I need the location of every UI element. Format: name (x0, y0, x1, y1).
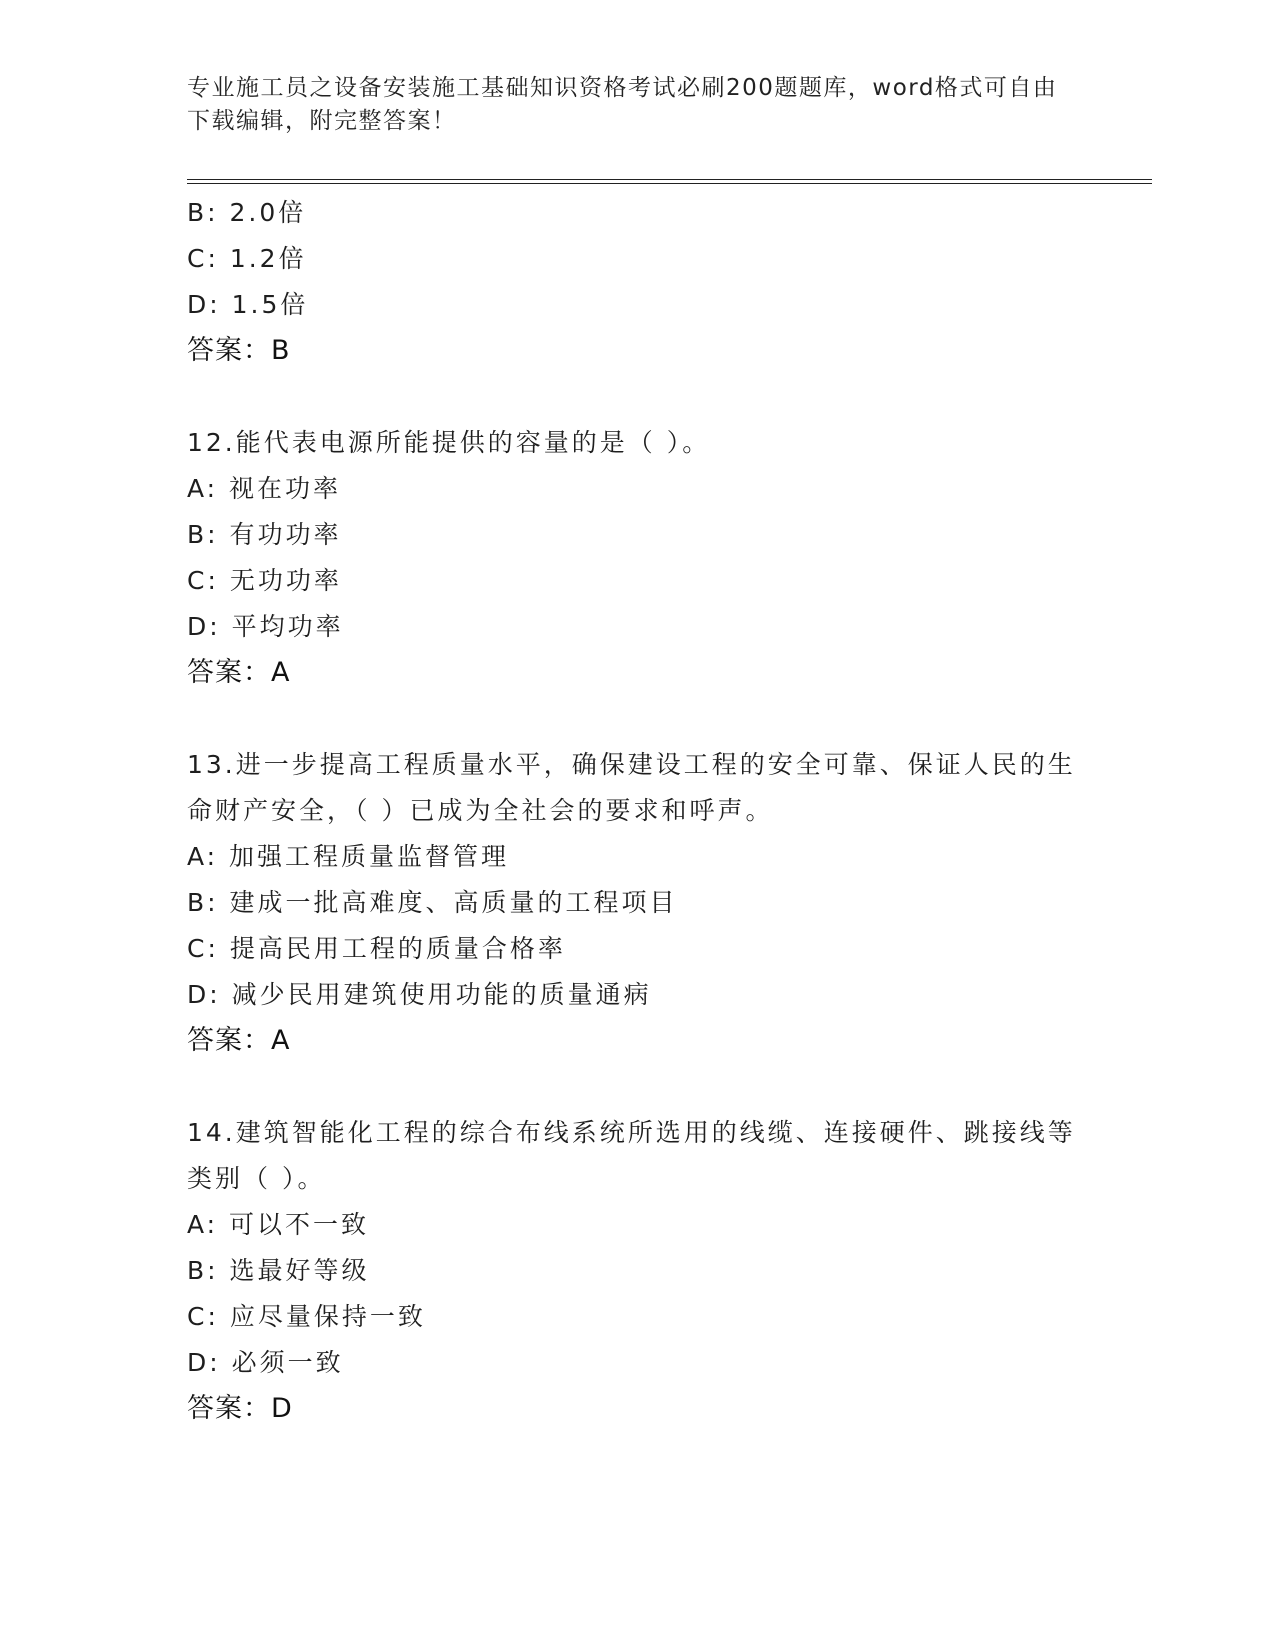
question-stem: 13.进一步提高工程质量水平，确保建设工程的安全可靠、保证人民的生命财产安全，（ ）已成为全社会的要求和呼声。 (187, 750, 1076, 825)
spacer (187, 374, 1087, 420)
option-d: D: 平均功率 (187, 612, 344, 641)
spacer (187, 1064, 1087, 1110)
option-c: C: 应尽量保持一致 (187, 1302, 426, 1331)
answer-line: 答案：D (187, 1393, 293, 1424)
answer-line: 答案：A (187, 657, 291, 688)
option-d: D: 减少民用建筑使用功能的质量通病 (187, 980, 652, 1009)
option-a: A: 可以不一致 (187, 1210, 370, 1239)
option-c: C: 1.2倍 (187, 244, 307, 273)
option-b: B: 2.0倍 (187, 198, 307, 227)
option-a: A: 视在功率 (187, 474, 342, 503)
question-stem: 14.建筑智能化工程的综合布线系统所选用的线缆、连接硬件、跳接线等类别（ ）。 (187, 1118, 1076, 1193)
question-stem: 12.能代表电源所能提供的容量的是（ ）。 (187, 428, 711, 457)
spacer (187, 696, 1087, 742)
option-a: A: 加强工程质量监督管理 (187, 842, 510, 871)
option-c: C: 提高民用工程的质量合格率 (187, 934, 566, 963)
option-c: C: 无功功率 (187, 566, 342, 595)
answer-line: 答案：B (187, 335, 291, 366)
option-b: B: 有功功率 (187, 520, 342, 549)
question-list (187, 190, 1087, 1432)
option-b: B: 建成一批高难度、高质量的工程项目 (187, 888, 678, 917)
document-header: 专业施工员之设备安装施工基础知识资格考试必刷200题题库，word格式可自由下载编辑，附完整答案！ (187, 75, 1058, 134)
answer-line: 答案：A (187, 1025, 291, 1056)
option-d: D: 必须一致 (187, 1348, 344, 1377)
header-divider-top (187, 179, 1152, 180)
option-b: B: 选最好等级 (187, 1256, 370, 1285)
header-divider-bottom (187, 183, 1152, 184)
option-d: D: 1.5倍 (187, 290, 309, 319)
